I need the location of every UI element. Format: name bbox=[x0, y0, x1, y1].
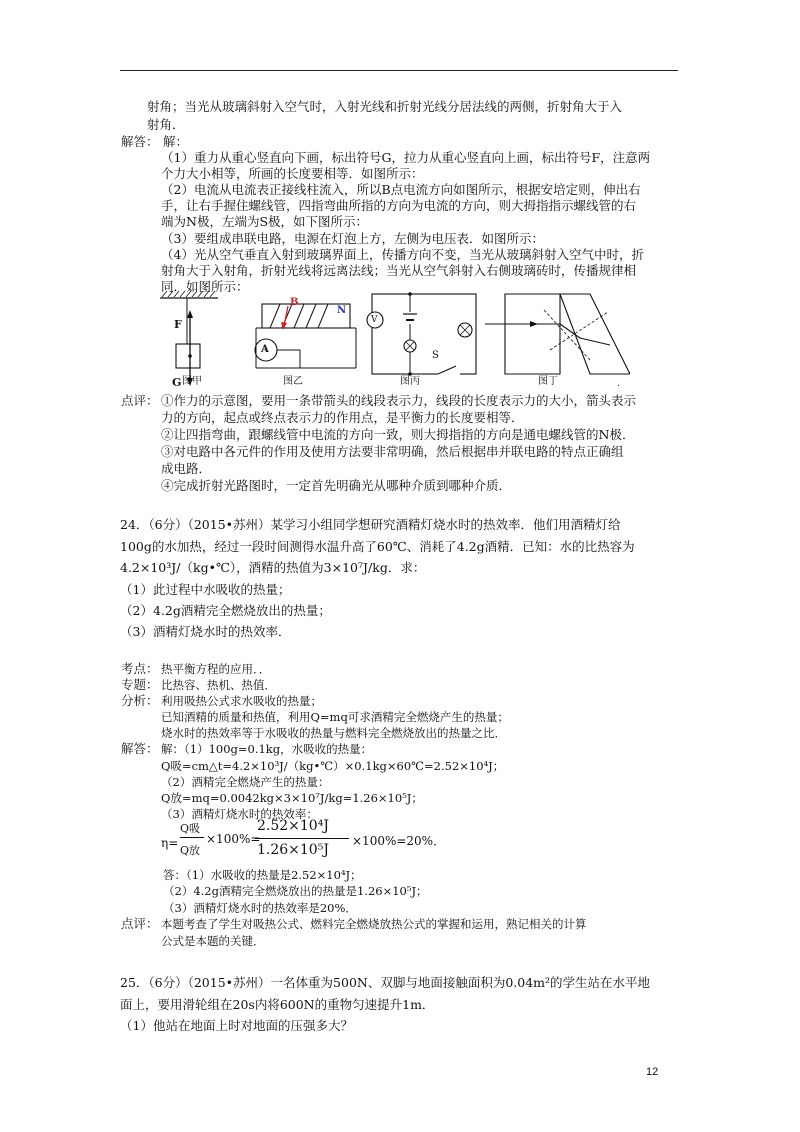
answer-line: 手，让右手握住螺线管，四指弯曲所指的方向为电流的方向，则大拇指指示螺线管的右 bbox=[161, 198, 637, 213]
zhuanti-text: 比热容、热机、热值． bbox=[161, 678, 276, 692]
question-25-item: （1）他站在地面上时对地面的压强多大？ bbox=[120, 1018, 353, 1033]
kaodian-label: 考点： bbox=[121, 661, 159, 676]
text-line: 射角． bbox=[147, 117, 185, 132]
question-24-line: 4.2×10³J/（kg•℃），酒精的热值为3×10⁷J/kg．求： bbox=[120, 560, 426, 575]
diagram-svg bbox=[160, 290, 630, 390]
question-24-item: （2）4.2g酒精完全燃烧放出的热量； bbox=[120, 603, 331, 618]
comment-line: ②让四指弯曲，跟螺线管中电流的方向一致，则大拇指指的方向是通电螺线管的N极． bbox=[161, 427, 635, 442]
caption-fig-2: 图乙 bbox=[283, 376, 303, 387]
answer-line: （2）电流从电流表正接线柱流入，所以B点电流方向如图所示，根据安培定则，伸出右 bbox=[161, 182, 641, 197]
comment-line: ①作力的示意图，要用一条带箭头的线段表示力，线段的长度表示力的大小，箭头表示 bbox=[161, 393, 637, 408]
label-voltmeter: V bbox=[371, 315, 378, 325]
label-ammeter: A bbox=[261, 344, 269, 355]
page-number: 12 bbox=[646, 1066, 659, 1078]
answer-summary-line: 答：（1）水吸收的热量是2.52×10⁴J； bbox=[163, 868, 362, 882]
figure-force-diagram bbox=[160, 291, 218, 386]
label-switch: S bbox=[432, 350, 439, 361]
text-line: 射角；当光从玻璃斜射入空气时，入射光线和折射光线分居法线的两侧，折射角大于入 bbox=[147, 99, 623, 114]
caption-fig-3: 图丙 bbox=[400, 376, 420, 387]
answer-line: 解： bbox=[163, 134, 189, 149]
figure-refraction bbox=[485, 294, 630, 374]
answer-line: 端为N极，左端为S极，如下图所示： bbox=[161, 214, 369, 229]
jieda-line: Q吸=cm△t=4.2×10³J/（kg•℃）×0.1kg×60℃=2.52×10⁴J； bbox=[161, 759, 505, 773]
question-24-line: 24．（6分）（2015•苏州）某学习小组同学想研究酒精灯烧水时的热效率．他们用酒精灯给 bbox=[120, 517, 621, 532]
answer-label: 解答： bbox=[121, 134, 159, 149]
jieda-line: （3）酒精灯烧水时的热效率： bbox=[161, 807, 318, 821]
eta-result: ×100%=20%． bbox=[352, 834, 446, 848]
answer-line: 同．如图所示： bbox=[161, 279, 249, 294]
fenxi-line: 利用吸热公式求水吸收的热量； bbox=[161, 694, 322, 708]
eta-fraction-bar-small bbox=[180, 837, 204, 838]
eta-numerator-big: 2.52×10⁴J bbox=[257, 818, 329, 834]
jieda-line: Q放=mq=0.0042kg×3×10⁷J/kg=1.26×10⁵J； bbox=[161, 791, 423, 805]
question-25-line: 面上，要用滑轮组在20s内将600N的重物匀速提升1m． bbox=[120, 997, 435, 1012]
question-24-line: 100g的水加热，经过一段时间测得水温升高了60℃、消耗了4.2g酒精．已知：水的比热容为 bbox=[120, 539, 635, 554]
answer-line: 个力大小相等，所画的长度要相等．如图所示： bbox=[161, 166, 424, 181]
figure-trailing-dot: . bbox=[617, 378, 621, 389]
eta-denominator-big: 1.26×10⁵J bbox=[257, 842, 329, 858]
answer-line: （3）要组成串联电路，电源在灯泡上方，左侧为电压表．如图所示： bbox=[161, 231, 544, 246]
eta-lhs: η= bbox=[161, 836, 179, 850]
question-25-line: 25．（6分）（2015•苏州）一名体重为500N、双脚与地面接触面积为0.04m²的学生站在水平地 bbox=[120, 975, 651, 990]
diagram-figures bbox=[160, 290, 630, 390]
dianping-line: 公式是本题的关键． bbox=[161, 934, 265, 948]
answer-line: （4）光从空气垂直入射到玻璃界面上，传播方向不变，当光从玻璃斜射入空气中时，折 bbox=[161, 247, 644, 262]
answer-line: （1）重力从重心竖直向下画，标出符号G，拉力从重心竖直向上画，标出符号F，注意两 bbox=[161, 150, 651, 165]
dianping-line: 本题考查了学生对吸热公式、燃料完全燃烧放热公式的掌握和运用，熟记相关的计算 bbox=[161, 917, 587, 931]
header-rule bbox=[120, 70, 678, 71]
question-24-item: （1）此过程中水吸收的热量； bbox=[120, 582, 291, 597]
caption-fig-1: 图甲 bbox=[182, 376, 202, 387]
answer-summary-line: （2）4.2g酒精完全燃烧放出的热量是1.26×10⁵J； bbox=[163, 884, 428, 898]
eta-denominator-small: Q放 bbox=[180, 844, 201, 857]
label-f: F bbox=[174, 318, 182, 331]
answer-line: 射角大于入射角，折射光线将远离法线；当光从空气斜射入右侧玻璃砖时，传播规律相 bbox=[161, 263, 637, 278]
zhuanti-label: 专题： bbox=[121, 677, 159, 692]
label-n: N bbox=[337, 305, 347, 316]
fenxi-label: 分析： bbox=[121, 693, 159, 708]
eta-fraction-bar-big bbox=[255, 838, 349, 839]
comment-label: 点评： bbox=[121, 393, 159, 408]
label-b: B bbox=[290, 297, 299, 308]
comment-line: ③对电路中各元件的作用及使用方法要非常明确，然后根据串并联电路的特点正确组 bbox=[161, 444, 624, 459]
jieda-line: （2）酒精完全燃烧产生的热量： bbox=[161, 775, 330, 789]
answer-summary-line: （3）酒精灯烧水时的热效率是20%． bbox=[163, 901, 357, 915]
dianping-label: 点评： bbox=[121, 916, 159, 931]
kaodian-text: 热平衡方程的应用．． bbox=[161, 662, 271, 676]
jieda-label: 解答： bbox=[121, 741, 159, 756]
eta-numerator-small: Q吸 bbox=[180, 822, 201, 835]
jieda-line: 解：（1）100g=0.1kg，水吸收的热量： bbox=[161, 742, 373, 756]
eta-mult: ×100%= bbox=[206, 832, 261, 846]
fenxi-line: 已知酒精的质量和热值，利用Q=mq可求酒精完全燃烧产生的热量； bbox=[161, 710, 509, 724]
comment-line: ④完成折射光路图时，一定首先明确光从哪种介质到哪种介质． bbox=[161, 478, 512, 493]
comment-line: 力的方向，起点或终点表示力的作用点，是平衡力的长度要相等． bbox=[161, 410, 524, 425]
fenxi-line: 烧水时的热效率等于水吸收的热量与燃料完全燃烧放出的热量之比． bbox=[161, 726, 506, 740]
comment-line: 成电路． bbox=[161, 461, 212, 476]
caption-fig-4: 图丁 bbox=[538, 376, 558, 387]
figure-circuit bbox=[367, 292, 476, 378]
label-g: G bbox=[172, 376, 182, 389]
question-24-item: （3）酒精灯烧水时的热效率． bbox=[120, 624, 291, 639]
